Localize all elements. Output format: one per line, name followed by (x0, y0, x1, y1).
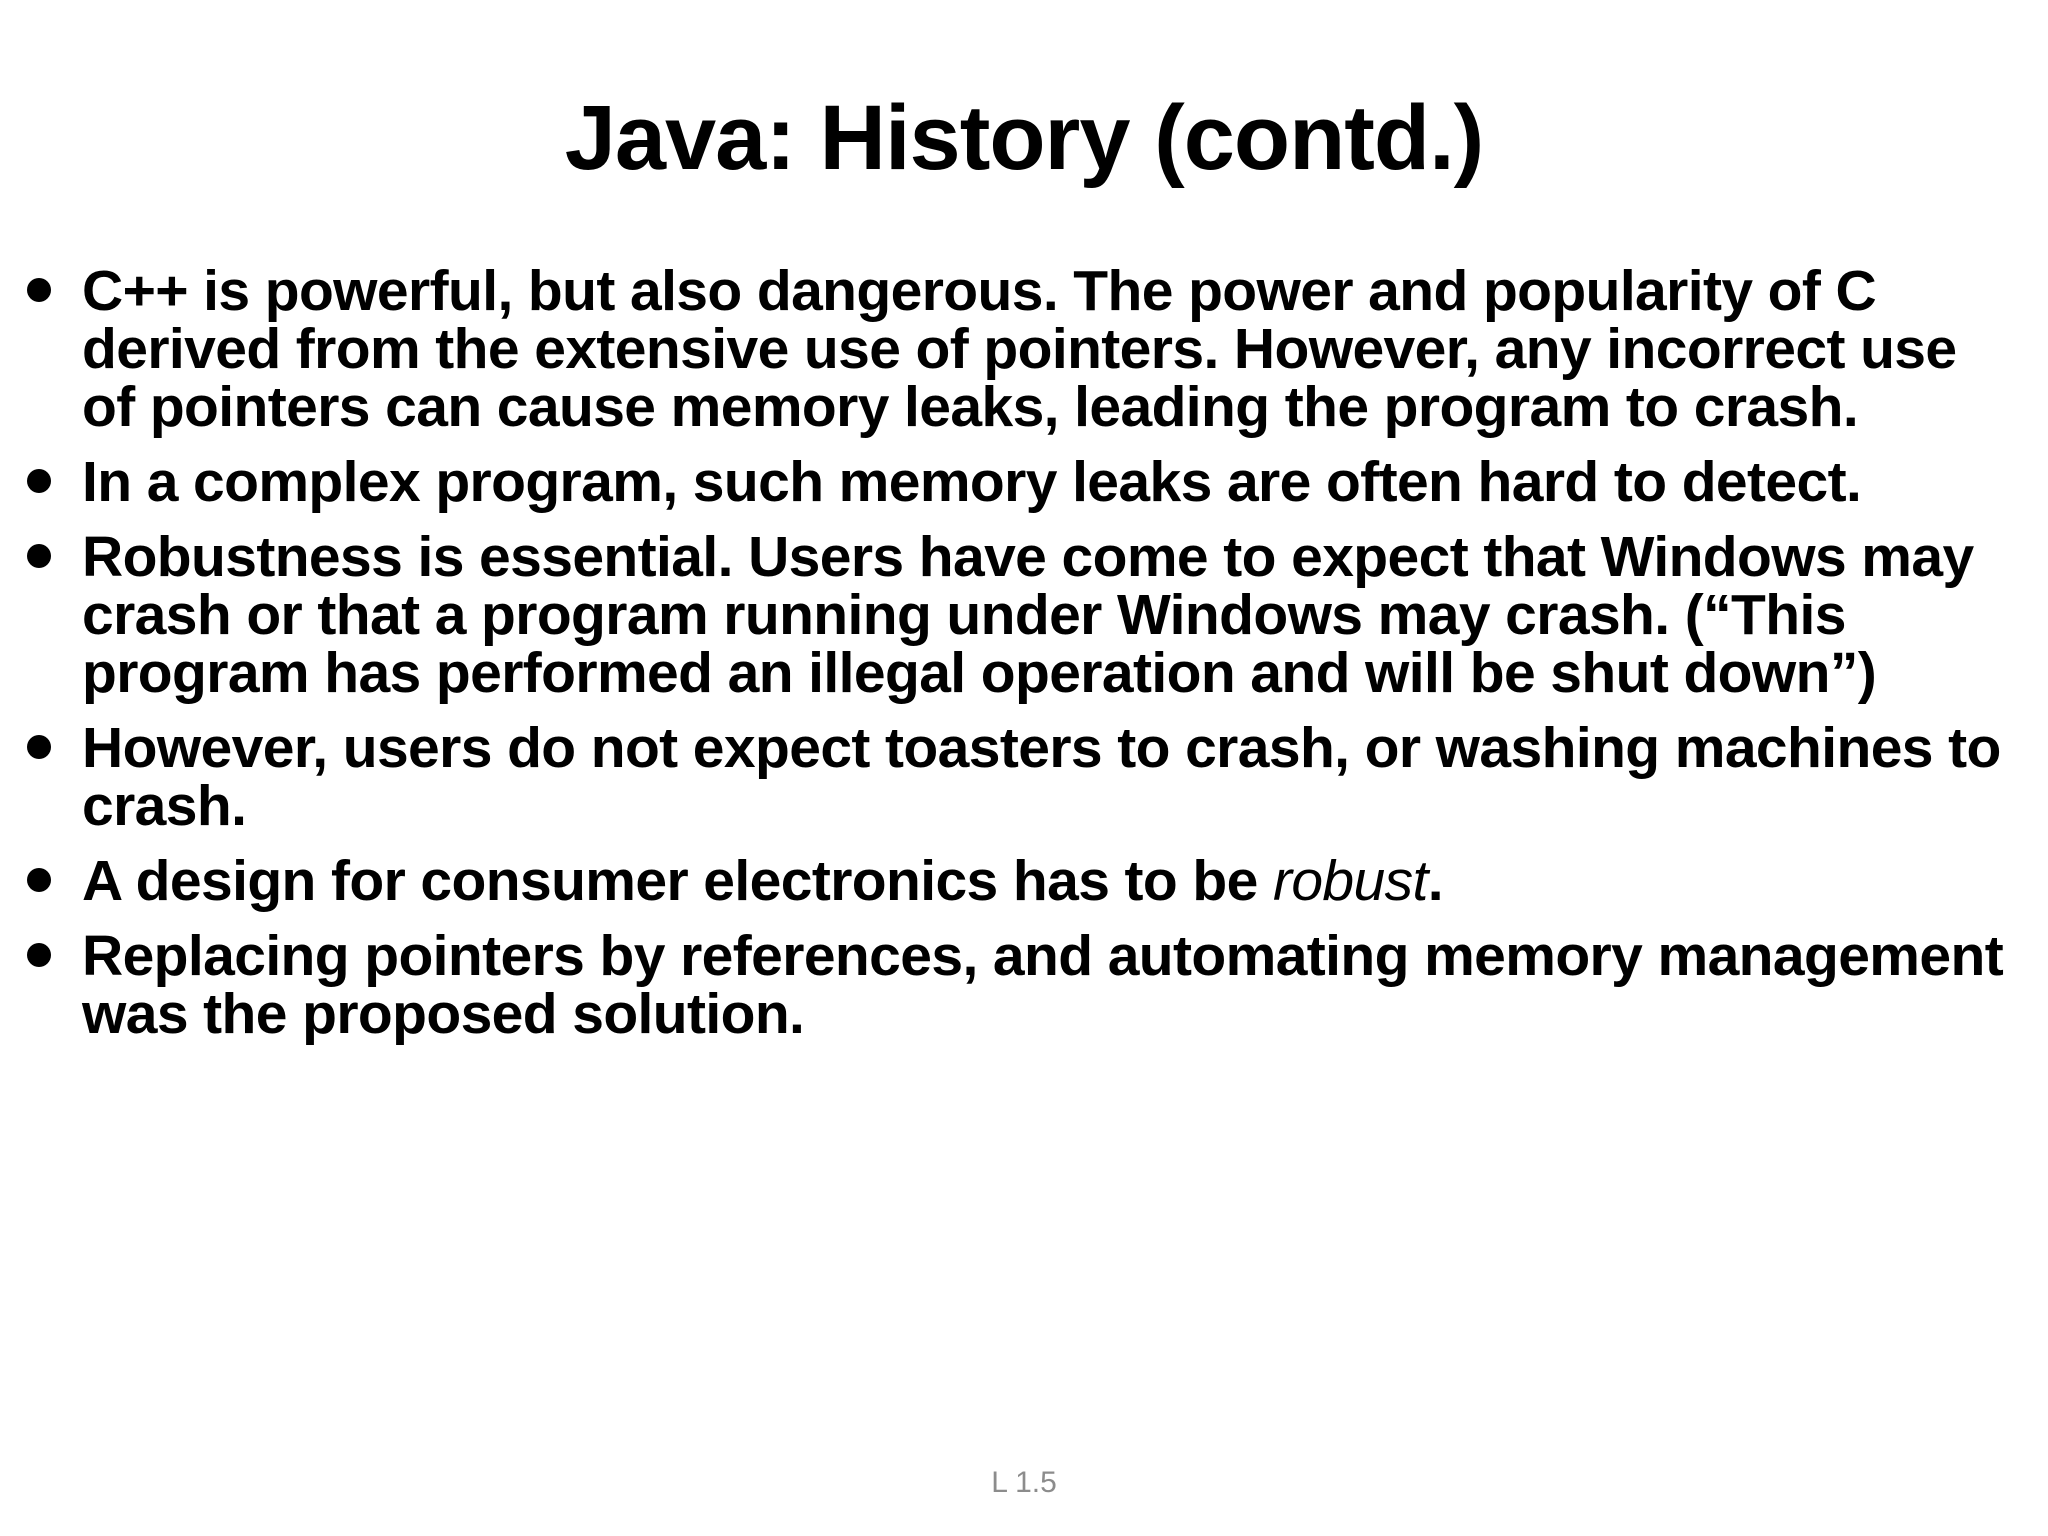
slide-number: L 1.5 (991, 1466, 1057, 1499)
slide-title: Java: History (contd.) (564, 87, 1484, 189)
bullet-item: C++ is powerful, but also dangerous. The power and popularity of C derived from the extensive use of pointers. However, any incorrect use of pointers can cause memory leaks, leading the program to crash. (0, 262, 2048, 436)
bullet-item (0, 849, 2048, 913)
bullet-item: Robustness is essential. Users have come to expect that Windows may crash or that a program running under Windows may crash. (“This program has performed an illegal operation and will be shut down”) (0, 528, 2048, 702)
bullet-item: However, users do not expect toasters to crash, or washing machines to crash. (0, 719, 2048, 835)
emphasized-word: robust (1272, 849, 1428, 913)
bullet-list (0, 259, 2048, 1060)
bullet-text: . (1427, 849, 1444, 913)
bullet-item: In a complex program, such memory leaks are often hard to detect. (0, 453, 2048, 511)
bullet-text: A design for consumer electronics has to be (82, 849, 1273, 913)
bullet-item: Replacing pointers by references, and automating memory management was the proposed solution. (0, 927, 2048, 1043)
